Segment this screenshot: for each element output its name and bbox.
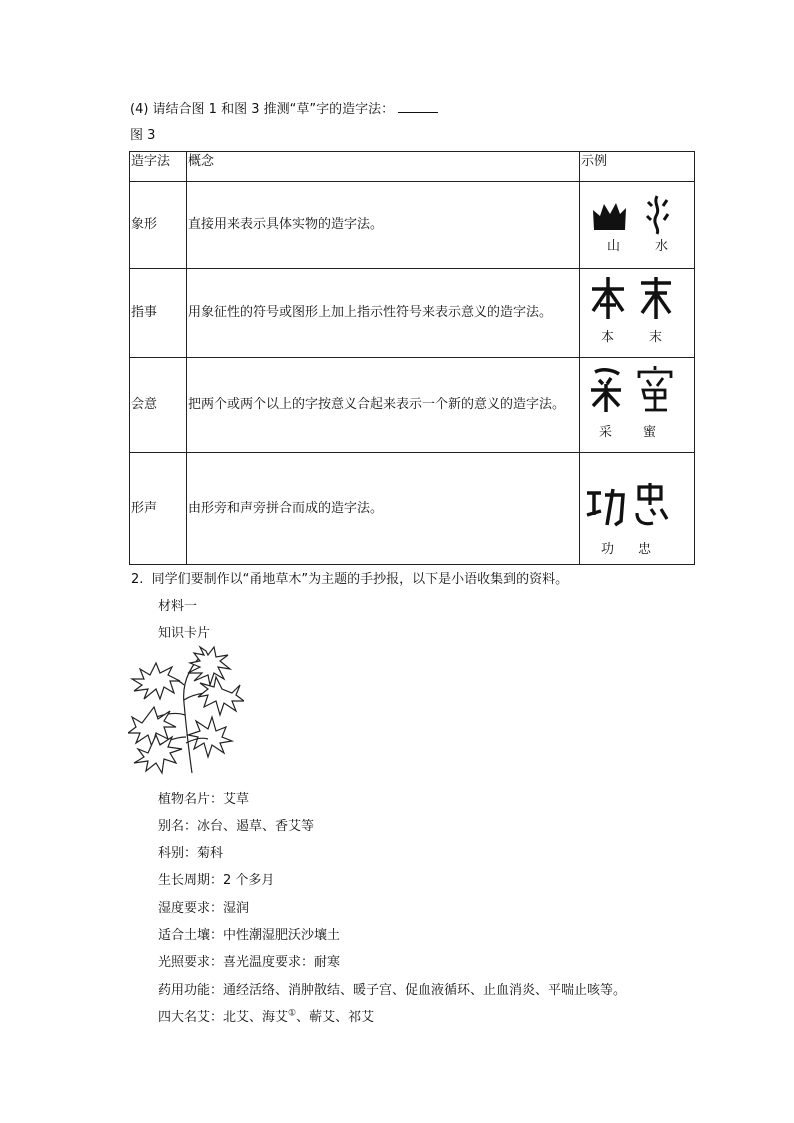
example-cell (580, 358, 695, 453)
cai-glyph-icon (587, 366, 625, 414)
question-4 (130, 98, 438, 117)
mugwort-plant-illustration (128, 645, 244, 777)
method-cell: 形声 (130, 453, 187, 565)
question-2 (131, 568, 568, 587)
plant-info-line: 科别：菊科 (158, 846, 224, 861)
example-caption: 采 (599, 425, 613, 440)
plant-info-line: 生长周期：2 个多月 (158, 873, 275, 888)
concept-cell: 由形旁和声旁拼合而成的造字法。 (187, 453, 580, 565)
example-caption: 本 (601, 330, 615, 345)
example-caption: 功 (601, 542, 615, 557)
famous-suffix: 、蕲艾、祁艾 (296, 1010, 375, 1025)
plant-info-line: 适合土壤：中性潮湿肥沃沙壤土 (158, 928, 341, 943)
gong-glyph-icon (585, 485, 627, 527)
famous-prefix: 四大名艾：北艾、海艾 (158, 1010, 289, 1025)
figure-label: 图 3 (130, 128, 156, 143)
material-title: 材料一 (158, 599, 198, 614)
method-cell: 象形 (130, 182, 187, 269)
table-row (130, 358, 695, 453)
method-cell: 会意 (130, 358, 187, 453)
table-row (130, 453, 695, 565)
question-2-text: 同学们要制作以“甬地草木”为主题的手抄报，以下是小语收集到的资料。 (151, 572, 569, 587)
card-title: 知识卡片 (158, 626, 211, 641)
mi-glyph-icon (635, 364, 675, 414)
header-example: 示例 (580, 152, 695, 182)
character-formation-table (129, 151, 695, 565)
question-2-number: 2. (131, 572, 144, 587)
concept-cell: 把两个或两个以上的字按意义合起来表示一个新的意义的造字法。 (187, 358, 580, 453)
footnote-mark: ① (288, 1008, 297, 1019)
method-cell: 指事 (130, 269, 187, 358)
concept-cell: 直接用来表示具体实物的造字法。 (187, 182, 580, 269)
table-row (130, 182, 695, 269)
example-cell (580, 453, 695, 565)
plant-info-line: 光照要求：喜光温度要求：耐寒 (158, 955, 341, 970)
mountain-glyph-icon (591, 200, 629, 234)
example-cell (580, 182, 695, 269)
example-cell (580, 269, 695, 358)
header-method: 造字法 (130, 152, 187, 182)
header-concept: 概念 (187, 152, 580, 182)
example-caption: 山 (607, 239, 621, 254)
example-caption: 末 (649, 330, 663, 345)
plant-info-line: 药用功能：通经活络、消肿散结、暖子宫、促血液循环、止血消炎、平喘止咳等。 (158, 983, 627, 998)
plant-info-line: 植物名片：艾草 (158, 792, 250, 807)
question-4-text: (4) 请结合图 1 和图 3 推测“草”字的造字法： (130, 102, 395, 117)
plant-info-line: 别名：冰台、遏草、香艾等 (158, 819, 315, 834)
plant-info-line: 湿度要求：湿润 (158, 901, 250, 916)
concept-cell: 用象征性的符号或图形上加上指示性符号来表示意义的造字法。 (187, 269, 580, 358)
table-row (130, 269, 695, 358)
zhong-glyph-icon (631, 481, 671, 529)
table-header-row (130, 152, 695, 182)
example-caption: 水 (655, 239, 669, 254)
example-caption: 蜜 (643, 425, 657, 440)
ben-glyph-icon (589, 275, 627, 321)
example-caption: 忠 (638, 542, 652, 557)
water-glyph-icon (643, 194, 673, 236)
famous-mugwort-line (158, 1006, 374, 1025)
answer-blank[interactable] (398, 100, 438, 113)
mo-glyph-icon (637, 275, 675, 321)
